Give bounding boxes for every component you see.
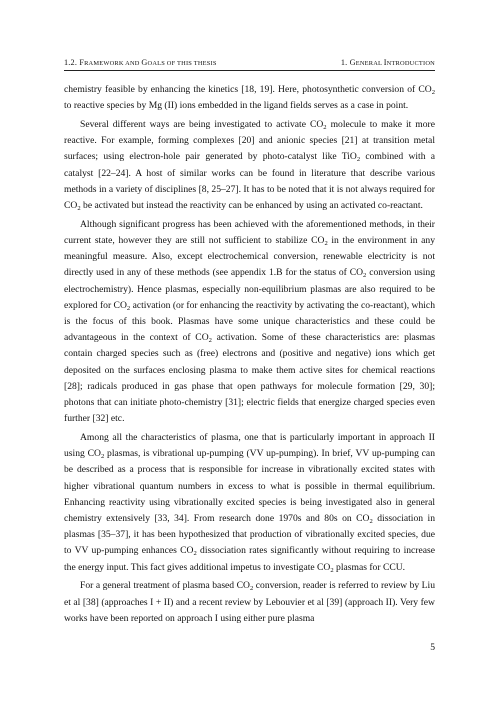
body-paragraph xyxy=(64,117,435,214)
paragraph-text: Among all the characteristics of plasma, one that is particularly important in approach II using CO xyxy=(64,432,435,460)
header-right-part: ENERAL xyxy=(355,60,384,67)
paragraph-text: in the environment in any meaningful measure. Also, except electrochemical conversion, renewable electricity is not directly used in any of these methods (see appendix 1.B for the status of CO xyxy=(64,235,435,279)
header-left-part: OALS OF THIS THESIS xyxy=(147,60,217,67)
header-left-part: RAMEWORK AND xyxy=(84,60,142,67)
paragraph-text: chemistry feasible by enhancing the kinetics [18, 19]. Here, photosynthetic conversion of CO xyxy=(64,84,432,95)
paragraph-text: Several different ways are being investigated to activate CO xyxy=(80,119,324,130)
subscript: 2 xyxy=(330,566,334,574)
header-right-part: NTRODUCTION xyxy=(386,60,435,67)
header-right-part: 1. G xyxy=(340,58,356,67)
subscript: 2 xyxy=(126,304,131,312)
paragraph-text: plasmas, is vibrational up-pumping (VV up-pumping). In brief, VV up-pumping can be described as a process that is responsible for increase in vibrationally excited states with higher vibrational quantum numbers in excess to what is possible in thermal equilibrium. Enhancing reactivity using vibrationally excited species is being investigated also in general chemistry extensively [33, 34]. From research done 1970s and 80s on CO xyxy=(64,448,435,525)
subscript: 2 xyxy=(324,240,328,248)
paragraph-text: conversion, reader is referred to review by Liu et al [38] (approaches I + II) and a recent review by Lebouvier et al [39] (approach II). Very few works have been reported on approach I using either pure plasma xyxy=(64,580,436,624)
body-paragraph xyxy=(64,578,435,627)
header-rule xyxy=(64,70,435,71)
paragraph-text: Although significant progress has been achieved with the aforementioned methods, in their current state, however they are still not sufficient to stabilize CO xyxy=(64,218,435,247)
paragraph-text: dissociation rates significantly without requiring to increase the energy input. This fact gives additional impetus to investigate CO xyxy=(64,545,436,573)
body-paragraph xyxy=(64,430,435,576)
subscript: 2 xyxy=(77,205,81,213)
header-left-part: G xyxy=(141,58,148,67)
header-chapter-title xyxy=(341,58,435,67)
subscript: 2 xyxy=(100,453,105,461)
body-paragraph xyxy=(64,217,435,428)
subscript: 2 xyxy=(363,272,367,280)
subscript: 2 xyxy=(431,89,435,96)
subscript: 2 xyxy=(249,585,254,593)
paragraph-text: activation (or for enhancing the reactivity by activating the co-reactant), which is the focus of this book. Plasmas have some unique characteristics and these could be advantageous in the context of CO xyxy=(64,299,435,344)
header-section-title xyxy=(64,58,217,67)
subscript: 2 xyxy=(369,518,373,526)
paragraph-text: combined with a catalyst [22–24]. A host of similar works can be found in literature that describe various methods in a variety of disciplines [8, 25–27]. It has to be noted that it is not always required for CO xyxy=(64,151,435,212)
paragraph-text: molecule to make it more reactive. For example, forming complexes [20] and anionic species [21] at transition metal surfaces; using electron-hole pair generated by photo-catalyst like TiO xyxy=(64,119,435,163)
subscript: 2 xyxy=(356,156,361,164)
paragraph-text: be activated but instead the reactivity can be enhanced by using an activated co-reactant. xyxy=(80,200,423,212)
subscript: 2 xyxy=(193,550,197,558)
paragraph-text: activation. Some of these characteristics are: plasmas contain charged species such as (free) electrons and (positive and negative) ions which get deposited on the surfaces enclosing plasma to make them active sites for chemical reactions [28]; radicals produced in gas phase that open pathways for molecule formation [29, 30]; photons that can initiate photo-chemistry [31]; electric fields that energize charged species even further [32] etc. xyxy=(64,332,435,425)
subscript: 2 xyxy=(323,124,327,131)
header-left-part: 1.2. F xyxy=(64,58,85,67)
paragraph-text: dissociation in plasmas [35–37], it has been hypothesized that production of vibrationally excited species, due to VV up-pumping enhances CO xyxy=(64,513,435,557)
paragraph-text: conversion using electrochemistry). Hence plasmas, especially non-equilibrium plasmas are also required to be explored for CO xyxy=(64,267,435,311)
page-number: 5 xyxy=(430,642,435,653)
body-paragraph xyxy=(64,82,435,114)
paragraph-text: plasmas for CCU. xyxy=(333,561,406,573)
body-text xyxy=(64,82,435,630)
paragraph-text: For a general treatment of plasma based CO xyxy=(80,580,250,592)
subscript: 2 xyxy=(208,337,212,345)
header-right-part: I xyxy=(383,58,387,67)
paragraph-text: to reactive species by Mg (II) ions embedded in the ligand fields serves as a case in point. xyxy=(64,100,409,112)
